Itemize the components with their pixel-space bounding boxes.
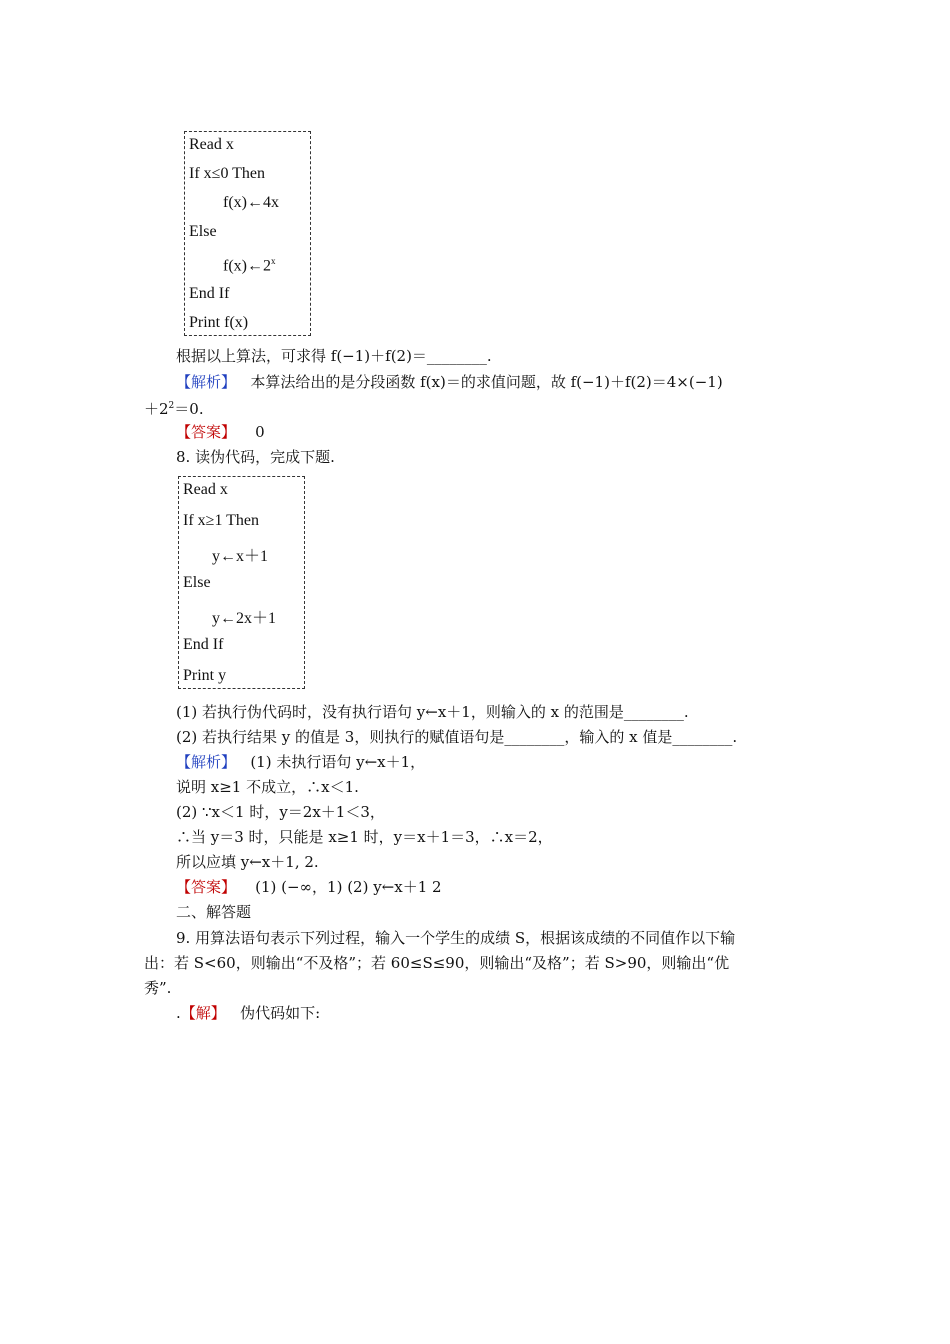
code-text: f(x)←2 — [223, 257, 271, 275]
code-line: End If — [183, 636, 224, 653]
q7-analysis-cont — [144, 396, 204, 419]
q8-title: 8. 读伪代码，完成下题. — [176, 448, 335, 466]
analysis-text: (1) 未执行语句 y←x＋1， — [250, 753, 426, 771]
analysis-line: ∴当 y＝3 时，只能是 x≥1 时，y＝x＋1＝3，∴x＝2， — [176, 828, 553, 846]
q8-analysis — [176, 752, 425, 772]
code-line: Print f(x) — [189, 314, 249, 331]
answer-label: 【答案】 — [176, 878, 237, 896]
answer-label: 【答案】 — [176, 423, 237, 441]
code-line: y←2x＋1 — [212, 610, 277, 627]
solution-text: 伪代码如下: — [240, 1004, 321, 1022]
q8-sub2: (2) 若执行结果 y 的值是 3，则执行的赋值语句是________，输入的 x 值是________. — [176, 728, 738, 746]
q9-text: 出：若 S<60，则输出“不及格”；若 60≤S≤90，则输出“及格”；若 S>90，则输出“优 — [144, 954, 730, 972]
answer-text: (1) (−∞，1) (2) y←x＋1 2 — [255, 878, 442, 896]
code-line: Print y — [183, 667, 227, 684]
q9-text: 9. 用算法语句表示下列过程，输入一个学生的成绩 S，根据该成绩的不同值作以下输 — [176, 929, 736, 947]
code-superscript: x — [270, 256, 276, 266]
q9-solution — [176, 1003, 320, 1023]
code-box-2 — [178, 476, 305, 689]
code-line: f(x)←4x — [223, 194, 279, 211]
analysis-line: 说明 x≥1 不成立，∴x＜1. — [176, 778, 359, 796]
code-line — [223, 256, 275, 275]
code-line: If x≤0 Then — [189, 165, 266, 182]
q7-prompt: 根据以上算法，可求得 f(−1)＋f(2)＝________. — [176, 347, 492, 365]
analysis-superscript: 2 — [168, 401, 175, 411]
q8-sub1: (1) 若执行伪代码时，没有执行语句 y←x＋1，则输入的 x 的范围是________. — [176, 703, 689, 721]
section-title: 二、解答题 — [176, 903, 252, 921]
code-line: Read x — [189, 136, 234, 153]
analysis-text: ＝0. — [174, 400, 204, 418]
code-line: If x≥1 Then — [183, 512, 260, 529]
q9-text: 秀”. — [144, 979, 172, 997]
code-line: Else — [189, 223, 217, 240]
analysis-label: 【解析】 — [176, 753, 237, 771]
analysis-text: ＋2 — [144, 400, 169, 418]
analysis-text: 本算法给出的是分段函数 f(x)＝的求值问题，故 f(−1)＋f(2)＝4×(−1) — [250, 373, 723, 391]
solution-label: 【解】 — [180, 1004, 226, 1022]
code-line: End If — [189, 285, 230, 302]
analysis-label: 【解析】 — [176, 373, 237, 391]
code-line: Read x — [183, 481, 228, 498]
q7-analysis — [176, 372, 723, 392]
analysis-line: 所以应填 y←x＋1, 2. — [176, 853, 319, 871]
code-line: Else — [183, 574, 211, 591]
code-line: y←x＋1 — [212, 548, 269, 565]
q8-answer — [176, 877, 442, 897]
answer-text: 0 — [255, 423, 265, 441]
q7-answer — [176, 422, 265, 442]
solution-prefix: . — [176, 1004, 181, 1022]
analysis-line: (2) ∵x＜1 时，y＝2x＋1＜3， — [176, 803, 385, 821]
code-box-1 — [184, 131, 311, 336]
